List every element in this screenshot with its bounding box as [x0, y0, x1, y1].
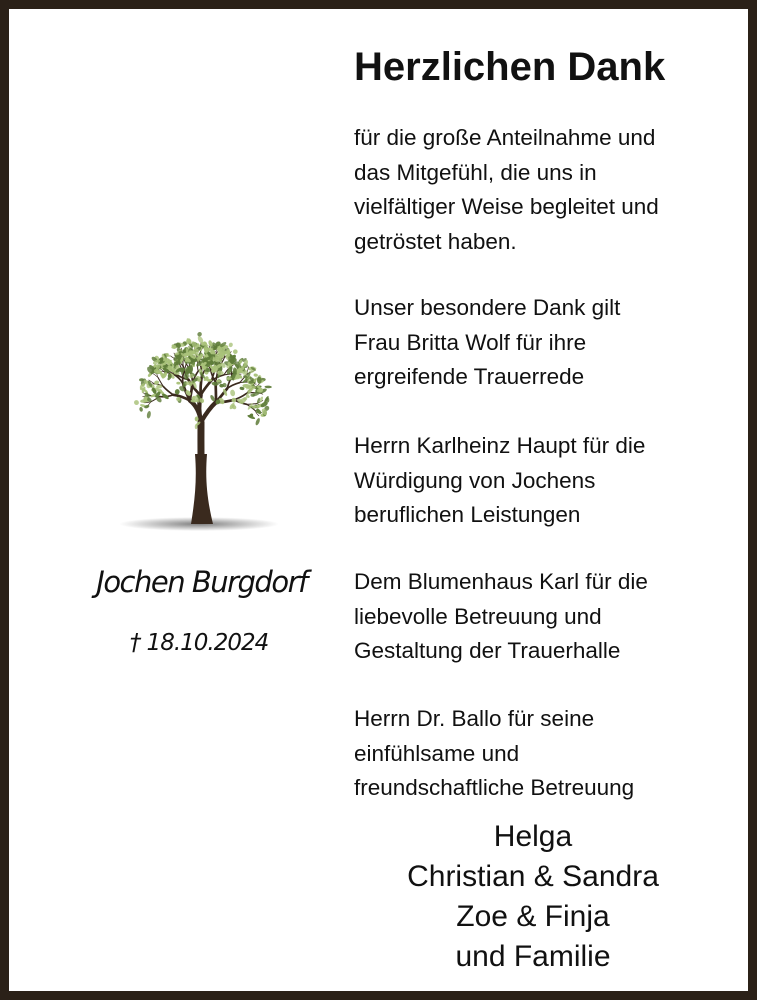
text-line: vielfältiger Weise begleitet und: [354, 194, 659, 219]
text-line: Herrn Karlheinz Haupt für die: [354, 433, 646, 458]
text-line: Frau Britta Wolf für ihre: [354, 329, 587, 355]
tree-icon: [79, 284, 319, 534]
signers-block: [309, 817, 757, 977]
text-line: Dem Blumenhaus Karl für die: [354, 569, 648, 594]
thanks-paragraph-3: [354, 429, 645, 533]
text-line: liebevolle Betreuung und: [354, 603, 602, 629]
thanks-paragraph-4: [354, 565, 648, 669]
thanks-paragraph-1: [354, 121, 659, 259]
text-line: für die große Anteilnahme und: [354, 125, 656, 150]
text-line: Gestaltung der Trauerhalle: [354, 638, 621, 663]
text-line: freundschaftliche Betreuung: [354, 775, 635, 800]
text-line: Würdigung von Jochens: [354, 467, 596, 493]
text-line: Herrn Dr. Ballo für seine: [354, 706, 595, 731]
thanks-paragraph-5: [354, 702, 634, 806]
death-date: † 18.10.2024: [129, 630, 269, 656]
text-line: das Mitgefühl, die uns in: [354, 159, 597, 185]
signer-line: Zoe & Finja: [456, 900, 610, 933]
deceased-name: Jochen Burgdorf: [96, 565, 307, 599]
signer-line: Helga: [493, 820, 573, 853]
signer-line: Christian & Sandra: [407, 860, 659, 893]
thanks-paragraph-2: [354, 291, 620, 395]
text-line: einfühlsame und: [354, 740, 520, 766]
text-line: Unser besondere Dank gilt: [354, 295, 621, 320]
text-line: ergreifende Trauerrede: [354, 364, 585, 389]
text-line: getröstet haben.: [354, 228, 517, 254]
text-line: beruflichen Leistungen: [354, 502, 581, 527]
signer-line: und Familie: [455, 940, 611, 973]
page-title: Herzlichen Dank: [354, 45, 666, 89]
